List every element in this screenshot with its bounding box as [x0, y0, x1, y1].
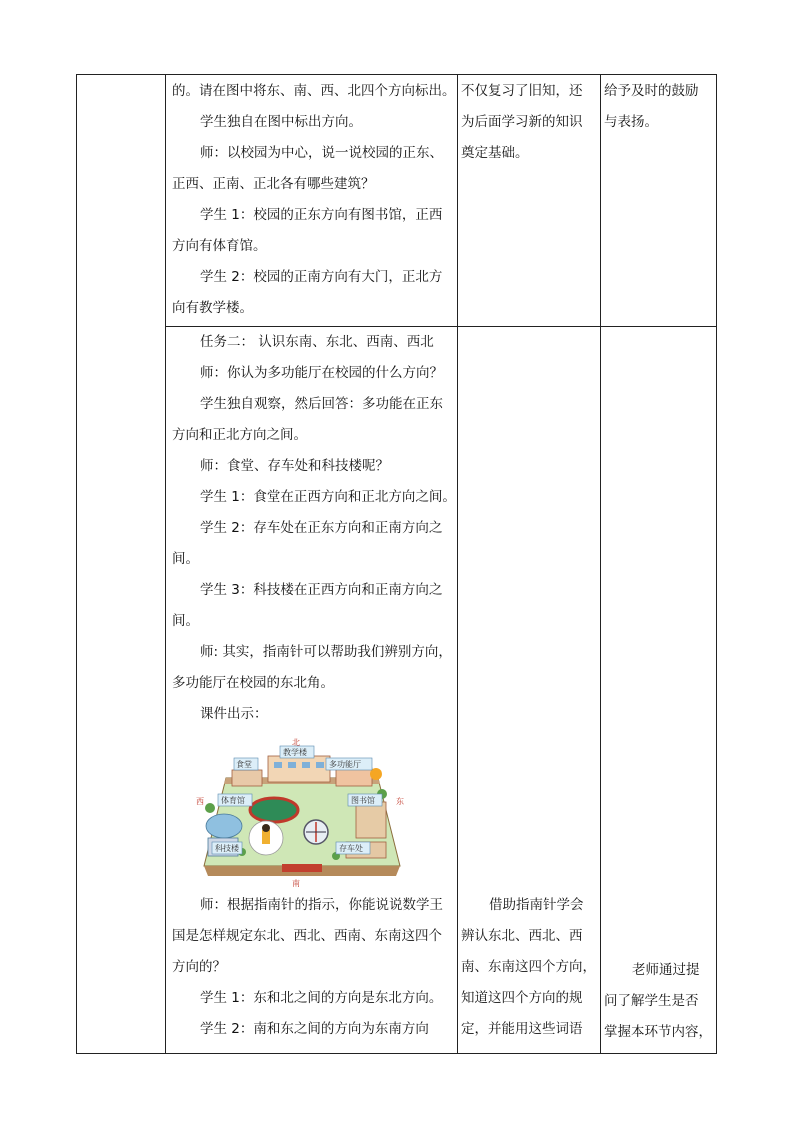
paragraph: 师：以校园为中心，说一说校园的正东、 — [200, 145, 443, 161]
paragraph: 问了解学生是否 — [604, 993, 699, 1009]
paragraph: 掌握本环节内容， — [604, 1024, 712, 1040]
paragraph: 与表扬。 — [604, 114, 658, 130]
paragraph: 师：你认为多功能厅在校园的什么方向？ — [200, 365, 443, 381]
teaching-process-top — [172, 76, 457, 324]
label-library: 图书馆 — [351, 796, 375, 805]
label-teaching-building: 教学楼 — [283, 748, 307, 757]
paragraph: 辨认东北、西北、西 — [461, 928, 583, 944]
paragraph: 正西、正南、正北各有哪些建筑？ — [172, 176, 375, 192]
direction-east: 东 — [396, 797, 404, 806]
design-intent-bottom — [461, 890, 599, 1045]
paragraph: 间。 — [172, 613, 199, 629]
paragraph: 间。 — [172, 551, 199, 567]
paragraph: 方向的？ — [172, 959, 226, 975]
paragraph: 不仅复习了旧知，还 — [461, 83, 583, 99]
label-gym: 体育馆 — [221, 796, 245, 805]
paragraph: 课件出示： — [200, 706, 268, 722]
column-divider — [165, 75, 166, 1053]
campus-map-illustration — [196, 738, 406, 888]
paragraph: 学生 2：南和东之间的方向为东南方向 — [200, 1021, 429, 1037]
paragraph: 方向和正北方向之间。 — [172, 427, 307, 443]
paragraph: 师：食堂、存车处和科技楼呢？ — [200, 458, 389, 474]
paragraph: 学生独自在图中标出方向。 — [200, 114, 362, 130]
direction-north: 北 — [292, 738, 300, 747]
paragraph: 学生 2：校园的正南方向有大门，正北方 — [200, 269, 443, 285]
paragraph: 南、东南这四个方向， — [461, 959, 596, 975]
evaluation-bottom — [604, 955, 716, 1048]
paragraph: 学生 3：科技楼在正西方向和正南方向之 — [200, 582, 443, 598]
paragraph: 知道这四个方向的规 — [461, 990, 583, 1006]
paragraph: 给予及时的鼓励 — [604, 83, 699, 99]
label-canteen: 食堂 — [236, 760, 252, 769]
paragraph: 学生 1：校园的正东方向有图书馆，正西 — [200, 207, 443, 223]
column-divider — [457, 75, 458, 1053]
label-science-building: 科技楼 — [215, 844, 239, 853]
paragraph: 学生 1：食堂在正西方向和正北方向之间。 — [200, 489, 456, 505]
paragraph: 任务二： 认识东南、东北、西南、西北 — [200, 334, 434, 350]
paragraph: 多功能厅在校园的东北角。 — [172, 675, 334, 691]
paragraph: 学生 1：东和北之间的方向是东北方向。 — [200, 990, 443, 1006]
column-divider — [600, 75, 601, 1053]
teaching-process-bottom — [172, 327, 457, 730]
paragraph: 师: 其实，指南针可以帮助我们辨别方向， — [200, 644, 452, 660]
paragraph: 奠定基础。 — [461, 145, 529, 161]
paragraph: 学生 2：存车处在正东方向和正南方向之 — [200, 520, 443, 536]
paragraph: 国是怎样规定东北、西北、西南、东南这四个 — [172, 928, 442, 944]
paragraph: 向有教学楼。 — [172, 300, 253, 316]
paragraph: 为后面学习新的知识 — [461, 114, 583, 130]
paragraph: 方向有体育馆。 — [172, 238, 267, 254]
label-multifunction-hall: 多功能厅 — [329, 760, 361, 769]
label-bike-parking: 存车处 — [339, 844, 363, 853]
paragraph: 定，并能用这些词语 — [461, 1021, 583, 1037]
direction-west: 西 — [196, 797, 204, 806]
paragraph: 学生独自观察，然后回答：多功能在正东 — [200, 396, 443, 412]
teaching-process-after — [172, 890, 457, 1045]
design-intent-top — [461, 76, 599, 169]
paragraph: 的。请在图中将东、南、西、北四个方向标出。 — [172, 83, 456, 99]
paragraph: 借助指南针学会 — [489, 897, 584, 913]
direction-south: 南 — [292, 879, 300, 888]
evaluation-top — [604, 76, 716, 138]
paragraph: 老师通过提 — [632, 962, 700, 978]
paragraph: 师：根据指南针的指示，你能说说数学王 — [200, 897, 443, 913]
